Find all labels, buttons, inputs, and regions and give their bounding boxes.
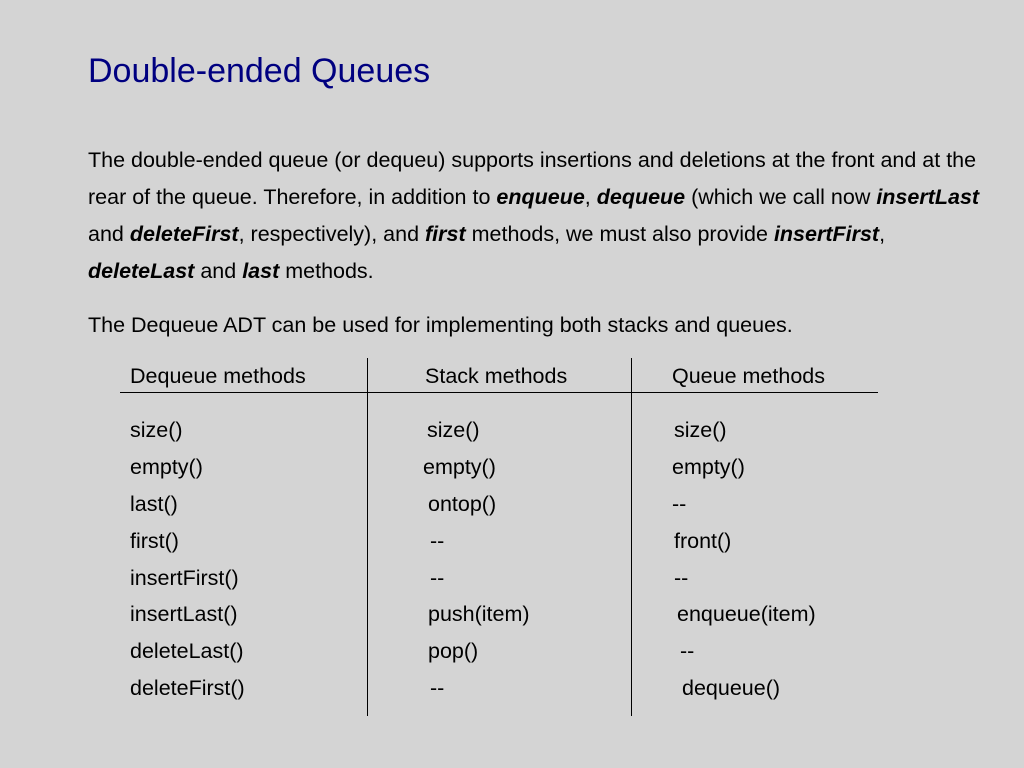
- table-cell: empty(): [130, 455, 203, 479]
- header-underline: [120, 392, 878, 393]
- table-cell: dequeue(): [682, 676, 781, 700]
- term-last: last: [242, 259, 280, 283]
- term-insertfirst: insertFirst: [773, 222, 880, 246]
- table-cell: size(): [130, 418, 183, 442]
- table-cell: pop(): [428, 639, 479, 663]
- table-cell: empty(): [423, 455, 496, 479]
- term-first: first: [425, 222, 466, 246]
- column-header: Dequeue methods: [130, 364, 306, 388]
- table-cell: front(): [674, 529, 732, 553]
- table-cell: empty(): [672, 455, 745, 479]
- table-cell: deleteLast(): [130, 639, 244, 663]
- table-cell: --: [430, 566, 445, 590]
- table-cell: --: [430, 529, 445, 553]
- table-cell: deleteFirst(): [130, 676, 245, 700]
- table-cell: --: [674, 566, 689, 590]
- term-deletefirst: deleteFirst: [129, 222, 239, 246]
- column-divider: [367, 358, 368, 716]
- term-dequeue: dequeue: [596, 185, 686, 209]
- table-cell: ontop(): [428, 492, 497, 516]
- term-enqueue: enqueue: [496, 185, 585, 209]
- table-cell: --: [672, 492, 687, 516]
- column-divider: [631, 358, 632, 716]
- table-cell: size(): [674, 418, 727, 442]
- table-cell: enqueue(item): [677, 602, 816, 626]
- dequeue-adt-paragraph: The Dequeue ADT can be used for implementing both stacks and queues.: [88, 313, 793, 337]
- column-header: Queue methods: [672, 364, 825, 388]
- table-cell: size(): [427, 418, 480, 442]
- table-cell: insertLast(): [130, 602, 238, 626]
- column-header: Stack methods: [425, 364, 568, 388]
- table-cell: insertFirst(): [130, 566, 239, 590]
- table-cell: push(item): [428, 602, 530, 626]
- table-cell: --: [680, 639, 695, 663]
- term-deletelast: deleteLast: [88, 259, 195, 283]
- slide-title: Double-ended Queues: [88, 52, 431, 90]
- table-cell: last(): [130, 492, 178, 516]
- table-cell: first(): [130, 529, 179, 553]
- intro-paragraph: The double-ended queue (or dequeu) supports insertions and deletions at the front and at the rear of the queue. Therefore, in addition to enqueue, dequeue (which we call now insertLast and deleteFirst, respectively), and first methods, we must also provide insertFirst, deleteLast and last methods.: [88, 148, 980, 283]
- table-cell: --: [430, 676, 445, 700]
- term-insertlast: insertLast: [876, 185, 980, 209]
